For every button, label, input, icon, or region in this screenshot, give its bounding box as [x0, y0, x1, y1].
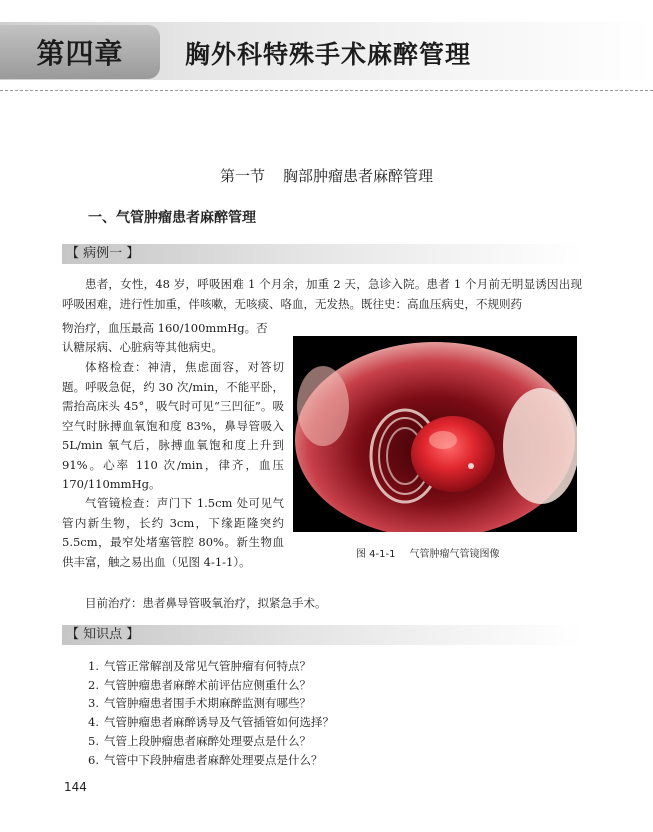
knowledge-point-list: [88, 657, 334, 769]
knowledge-point-text: 气管肿瘤患者围手术期麻醉监测有哪些？: [104, 696, 311, 711]
figure-caption: [356, 545, 499, 560]
subsection-title: 一、气管肿瘤患者麻醉管理: [88, 210, 256, 226]
knowledge-point-item: [88, 694, 334, 713]
case-paragraph-1-cont-b: 认糖尿病、心脏病等其他病史。: [62, 340, 223, 354]
knowledge-point-text: 气管肿瘤患者麻醉诱导及气管插管如何选择？: [104, 715, 334, 730]
case-paragraph-3: 气管镜检查：声门下 1.5cm 处可见气管内新生物，长约 3cm，下缘距隆突约 5.5cm，最窄处堵塞管腔 80%。新生物血供丰富，触之易出血（见图 4-1-1）。: [62, 496, 284, 569]
header-divider: [0, 90, 653, 91]
bronchoscopy-image: [293, 336, 577, 532]
section-number: 第一节: [219, 167, 265, 185]
knowledge-tag: 【 知识点 】: [66, 627, 140, 642]
case-tag: 【 病例一 】: [66, 246, 140, 261]
page-number: 144: [64, 780, 87, 794]
knowledge-point-text: 气管肿瘤患者麻醉术前评估应侧重什么？: [104, 677, 311, 692]
knowledge-point-item: [88, 713, 334, 732]
knowledge-point-item: [88, 751, 334, 770]
bronchoscopy-illustration: [293, 336, 577, 532]
knowledge-point-number: 3.: [88, 696, 99, 711]
knowledge-point-number: 2.: [88, 677, 99, 692]
case-tag-bar: [62, 244, 582, 264]
case-paragraph-4: 目前治疗：患者鼻导管吸氧治疗，拟紧急手术。: [85, 596, 327, 610]
figure-caption-text: 气管肿瘤气管镜图像: [409, 549, 500, 560]
knowledge-point-text: 气管正常解剖及常见气管肿瘤有何特点？: [104, 659, 311, 673]
case-paragraph-1: 患者，女性，48 岁，呼吸困难 1 个月余，加重 2 天，急诊入院。患者 1 个月前无明显诱因出现呼吸困难，进行性加重，伴咳嗽，无咳痰、咯血，无发热。既往史：高血压病史，不规则药: [62, 277, 582, 311]
knowledge-point-number: 5.: [88, 733, 99, 748]
knowledge-point-item: [88, 676, 334, 695]
chapter-label: 第四章: [0, 25, 160, 79]
figure-number: 图 4-1-1: [356, 549, 396, 560]
case-paragraph-1-cont-a: 物治疗，血压最高 160/100mmHg。否: [62, 321, 268, 335]
section-title: [0, 165, 653, 186]
chapter-title: 胸外科特殊手术麻醉管理: [185, 40, 472, 69]
knowledge-point-number: 4.: [88, 715, 99, 730]
knowledge-point-number: 6.: [88, 752, 99, 767]
case-paragraph-2: 体格检查：神清，焦虑面容，对答切题。呼吸急促，约 30 次/min，不能平卧，需抬高床头 45°，吸气时可见“三凹征”。吸空气时脉搏血氧饱和度 83%，鼻导管吸入 5L/min 氧气后，脉搏血氧饱和度上升到 91%。心率 110 次/min，律齐，血压 170/110mmHg。: [62, 360, 284, 491]
knowledge-point-number: 1.: [88, 659, 99, 673]
knowledge-point-item: [88, 657, 334, 676]
knowledge-point-text: 气管中下段肿瘤患者麻醉处理要点是什么？: [104, 752, 323, 767]
knowledge-point-text: 气管上段肿瘤患者麻醉处理要点是什么？: [104, 733, 311, 748]
knowledge-tag-bar: [62, 625, 582, 645]
section-title-text: 胸部肿瘤患者麻醉管理: [283, 167, 434, 185]
knowledge-point-item: [88, 732, 334, 751]
